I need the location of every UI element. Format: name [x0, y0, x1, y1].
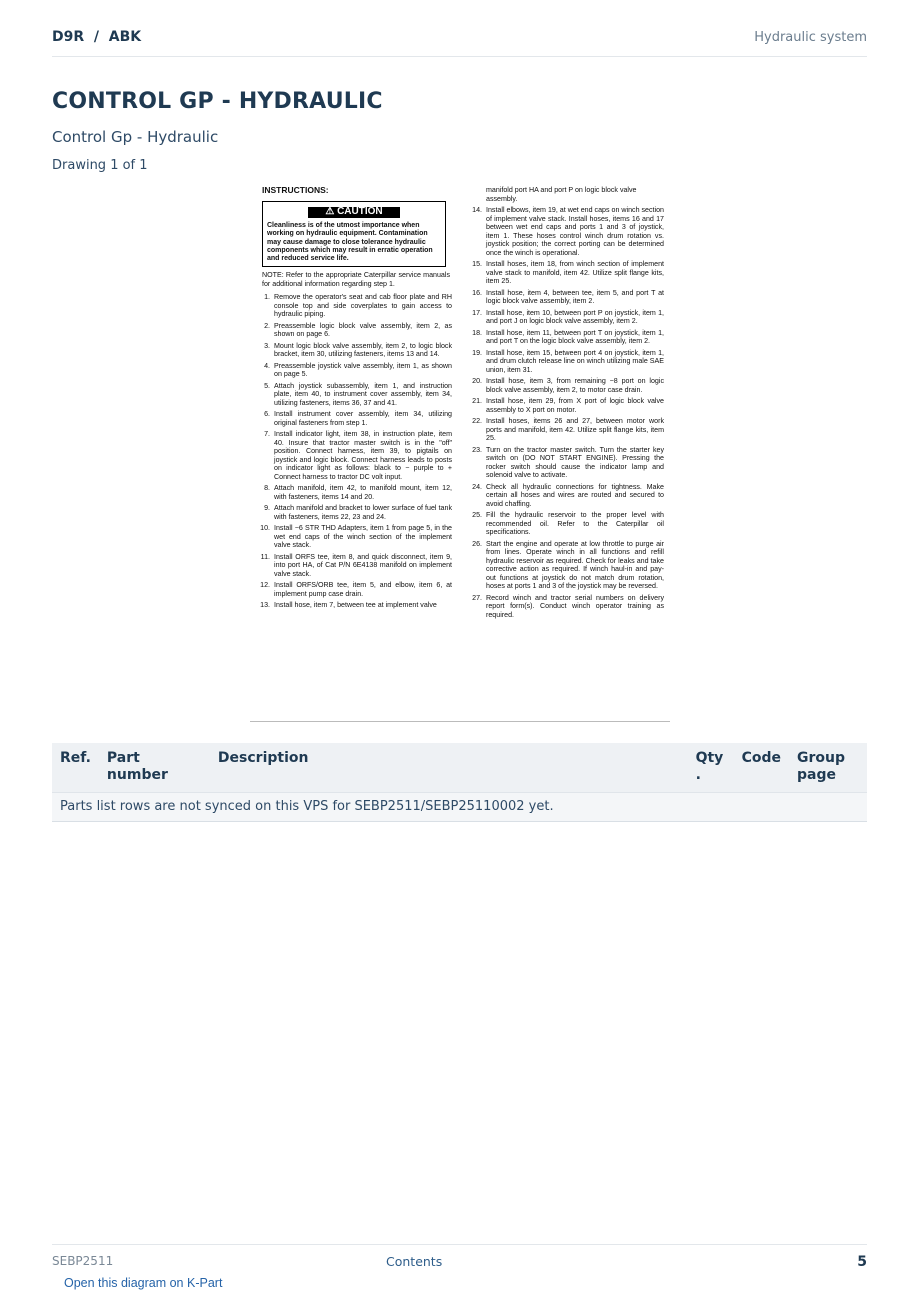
col-header-group-page[interactable]: Group page: [797, 750, 846, 783]
instruction-step: [468, 309, 664, 326]
step-number: 27.: [472, 593, 482, 602]
instructions-left-column: [256, 178, 452, 613]
breadcrumb: D9R / ABK: [52, 29, 142, 45]
instruction-step: [468, 260, 664, 286]
instruction-step: [256, 410, 452, 427]
step-number: 14.: [472, 206, 482, 214]
step-text: Mount logic block valve assembly, item 2, to logic block bracket, item 30, utilizing fasteners, items 13 and 14.: [274, 341, 452, 359]
step-text: Install ORFS/ORB tee, item 5, and elbow, item 6, at implement pump case drain.: [274, 581, 452, 598]
instruction-step: [256, 322, 452, 339]
instruction-step: [468, 397, 664, 414]
instruction-step: [468, 289, 664, 306]
col-header-ref[interactable]: Ref.: [60, 750, 91, 766]
instructions-drawing: [250, 178, 670, 722]
step-number: 7.: [264, 430, 270, 439]
step-text: Install hose, item 7, between tee at implement valve: [274, 601, 437, 610]
step-text: Fill the hydraulic reservoir to the proper level with recommended oil. Refer to the Caterpillar oil specifications.: [486, 511, 664, 536]
instruction-step: [256, 504, 452, 521]
step-number: 6.: [264, 410, 270, 419]
step-number: 26.: [472, 539, 482, 548]
step-number: 2.: [264, 321, 270, 330]
instruction-step: [468, 417, 664, 443]
step-continuation: manifold port HA and port P on logic block valve assembly.: [486, 186, 637, 203]
step-text: Preassemble joystick valve assembly, item 1, as shown on page 5.: [274, 361, 452, 379]
step-text: Install hose, item 10, between port P on joystick, item 1, and port J on logic block valve assembly, item 2.: [486, 308, 664, 325]
instructions-right-column: [468, 178, 664, 622]
step-number: 10.: [260, 524, 270, 533]
caution-label: ⚠ CAUTION: [308, 207, 400, 219]
step-text: Attach manifold, item 42, to manifold mount, item 12, with fasteners, items 14 and 20.: [274, 484, 452, 501]
page-subtitle: Control Gp - Hydraulic: [52, 128, 219, 146]
step-number: 3.: [264, 341, 270, 350]
col-header-description[interactable]: Description: [217, 750, 309, 766]
step-text: Check all hydraulic connections for tightness. Make certain all hoses and wires are routed and secured to avoid chaffing.: [486, 482, 664, 508]
step-text: Install hose, item 4, between tee, item 5, and port T at logic block valve assembly, item 2.: [486, 288, 664, 305]
instruction-step: [256, 293, 452, 319]
right-step-list: [468, 206, 664, 619]
step-number: 25.: [472, 511, 482, 519]
step-text: Attach manifold and bracket to lower surface of fuel tank with fasteners, items 22, 23 and 24.: [274, 504, 452, 521]
step-text: Install instrument cover assembly, item 34, utilizing original fasteners from step 1.: [274, 410, 452, 427]
instruction-step: [468, 511, 664, 537]
step-text: Install hoses, items 26 and 27, between motor work ports and manifold, item 42. Utilize split flange kits, item 25.: [486, 417, 664, 442]
step-text: Record winch and tractor serial numbers on delivery report form(s). Conduct winch operator training as required.: [486, 593, 664, 619]
step-number: 19.: [472, 348, 482, 357]
instruction-step: [468, 483, 664, 509]
instruction-step: [468, 329, 664, 346]
instruction-step: [256, 601, 452, 610]
contents-link[interactable]: Contents: [386, 1254, 443, 1269]
step-number: 11.: [260, 552, 270, 561]
step-text: Install hose, item 11, between port T on joystick, item 1, and port T on the logic block valve assembly, item 2.: [486, 328, 664, 345]
col-header-qty[interactable]: Qty .: [695, 750, 724, 783]
instructions-note: NOTE: Refer to the appropriate Caterpillar service manuals for additional information regarding step 1.: [262, 271, 450, 288]
step-number: 15.: [472, 260, 482, 268]
step-text: Turn on the tractor master switch. Turn the starter key switch on (DO NOT START ENGINE). Pressing the rocker switch should cause the indicator lamp and solenoid valve to activate.: [486, 445, 664, 479]
step-number: 22.: [472, 417, 482, 425]
caution-text: Cleanliness is of the utmost importance when working on hydraulic equipment. Contamination may cause damage to close tolerance hydraulic components which may result in erratic operation and reduced service life.: [267, 222, 433, 263]
instruction-step: [256, 553, 452, 579]
drawing-bottom-rule: [250, 721, 670, 722]
section-name: Hydraulic system: [754, 30, 867, 45]
step-text: Attach joystick subassembly, item 1, and instruction plate, item 40, to instrument cover assembly, item 34, utilizing fasteners, items 36, 37 and 41.: [274, 381, 452, 407]
parts-message-row: [52, 793, 867, 822]
instruction-step: [256, 430, 452, 481]
instruction-step: [468, 594, 664, 620]
step-number: 12.: [260, 581, 270, 590]
instruction-step: [256, 484, 452, 501]
step-text: Start the engine and operate at low throttle to purge air from lines. Operate winch in all functions and refill hydraulic reservoir as required. Check for leaks and take corrective action as required. If winch haul-in and pay-out functions at joystick do not match drum rotation, hoses at ports 1 and 3 of the joystick may be reversed.: [486, 539, 664, 590]
step-number: 1.: [264, 293, 270, 302]
step-number: 8.: [264, 484, 270, 493]
col-header-part-number[interactable]: Part number: [106, 750, 168, 783]
parts-sync-message: Parts list rows are not synced on this VPS for SEBP2511/SEBP25110002 yet.: [52, 793, 867, 822]
step-text: Install hose, item 15, between port 4 on joystick, item 1, and drum clutch release line on winch utilizing male SAE union, item 31.: [486, 348, 664, 374]
page-footer: [52, 1244, 867, 1275]
step-text: Install hose, item 29, from X port of logic block valve assembly to X port on motor.: [486, 397, 664, 414]
col-header-code[interactable]: Code: [741, 750, 781, 766]
step-text: Install ORFS tee, item 8, and quick disconnect, item 9, into port HA, of Cat P/N 6E4138 manifold on implement valve stack.: [274, 552, 452, 578]
step-number: 18.: [472, 328, 482, 337]
step-number: 16.: [472, 288, 482, 297]
instruction-step: [256, 581, 452, 598]
left-step-list: [256, 293, 452, 610]
instruction-step: [468, 377, 664, 394]
parts-header-row: [52, 743, 867, 793]
open-kpart-link[interactable]: Open this diagram on K-Part: [64, 1276, 223, 1290]
instruction-step: [468, 540, 664, 591]
step-number: 4.: [264, 361, 270, 370]
instruction-step: [468, 206, 664, 257]
step-number: 20.: [472, 377, 482, 385]
instruction-step: [468, 349, 664, 375]
step-text: Install −6 STR THD Adapters, item 1 from page 5, in the wet end caps of the winch section of the implement valve stack.: [274, 524, 452, 550]
step-text: Install hose, item 3, from remaining −8 port on logic block valve assembly, item 2, to motor case drain.: [486, 377, 664, 394]
step-text: Install hoses, item 18, from winch section of implement valve stack to manifold, item 42. Utilize split flange kits, item 25.: [486, 260, 664, 285]
step-number: 9.: [264, 504, 270, 513]
step-number: 13.: [260, 601, 270, 610]
step-number: 17.: [472, 308, 482, 317]
page-title: CONTROL GP - HYDRAULIC: [52, 89, 383, 114]
drawing-label: Drawing 1 of 1: [52, 158, 148, 173]
page-header: [52, 28, 867, 57]
step-text: Install elbows, item 19, at wet end caps on winch section of implement valve stack. Install hoses, items 16 and 17 between wet end caps and ports 1 and 3 of joystick, item 1. These hoses control winch drum rotation vs. joystick position; the correct porting can be determined once the winch is operational.: [486, 206, 664, 257]
instruction-step: [256, 342, 452, 359]
step-number: 23.: [472, 445, 482, 454]
step-number: 5.: [264, 381, 270, 390]
step-number: 21.: [472, 397, 482, 405]
step-number: 24.: [472, 482, 482, 491]
step-text: Preassemble logic block valve assembly, item 2, as shown on page 6.: [274, 321, 452, 339]
instruction-step: [468, 446, 664, 480]
instruction-step: [256, 524, 452, 550]
page-number: 5: [857, 1254, 867, 1270]
document-id: SEBP2511: [52, 1254, 114, 1268]
instruction-step: [256, 382, 452, 408]
instruction-step: [256, 362, 452, 379]
instructions-title: INSTRUCTIONS:: [262, 185, 329, 195]
caution-box: [262, 201, 446, 268]
parts-table: [52, 743, 867, 822]
step-text: Remove the operator's seat and cab floor plate and RH console top and side coverplates to gain access to hydraulic piping.: [274, 293, 452, 319]
step-text: Install indicator light, item 38, in instruction plate, item 40. Insure that tractor master switch is in the "off" position. Connect harness, item 39, to pigtails on joystick and logic block. Connect harness leads to posts on indicator light as follows: black to − purple to + Connect harness to tractor DC volt input.: [274, 430, 452, 481]
